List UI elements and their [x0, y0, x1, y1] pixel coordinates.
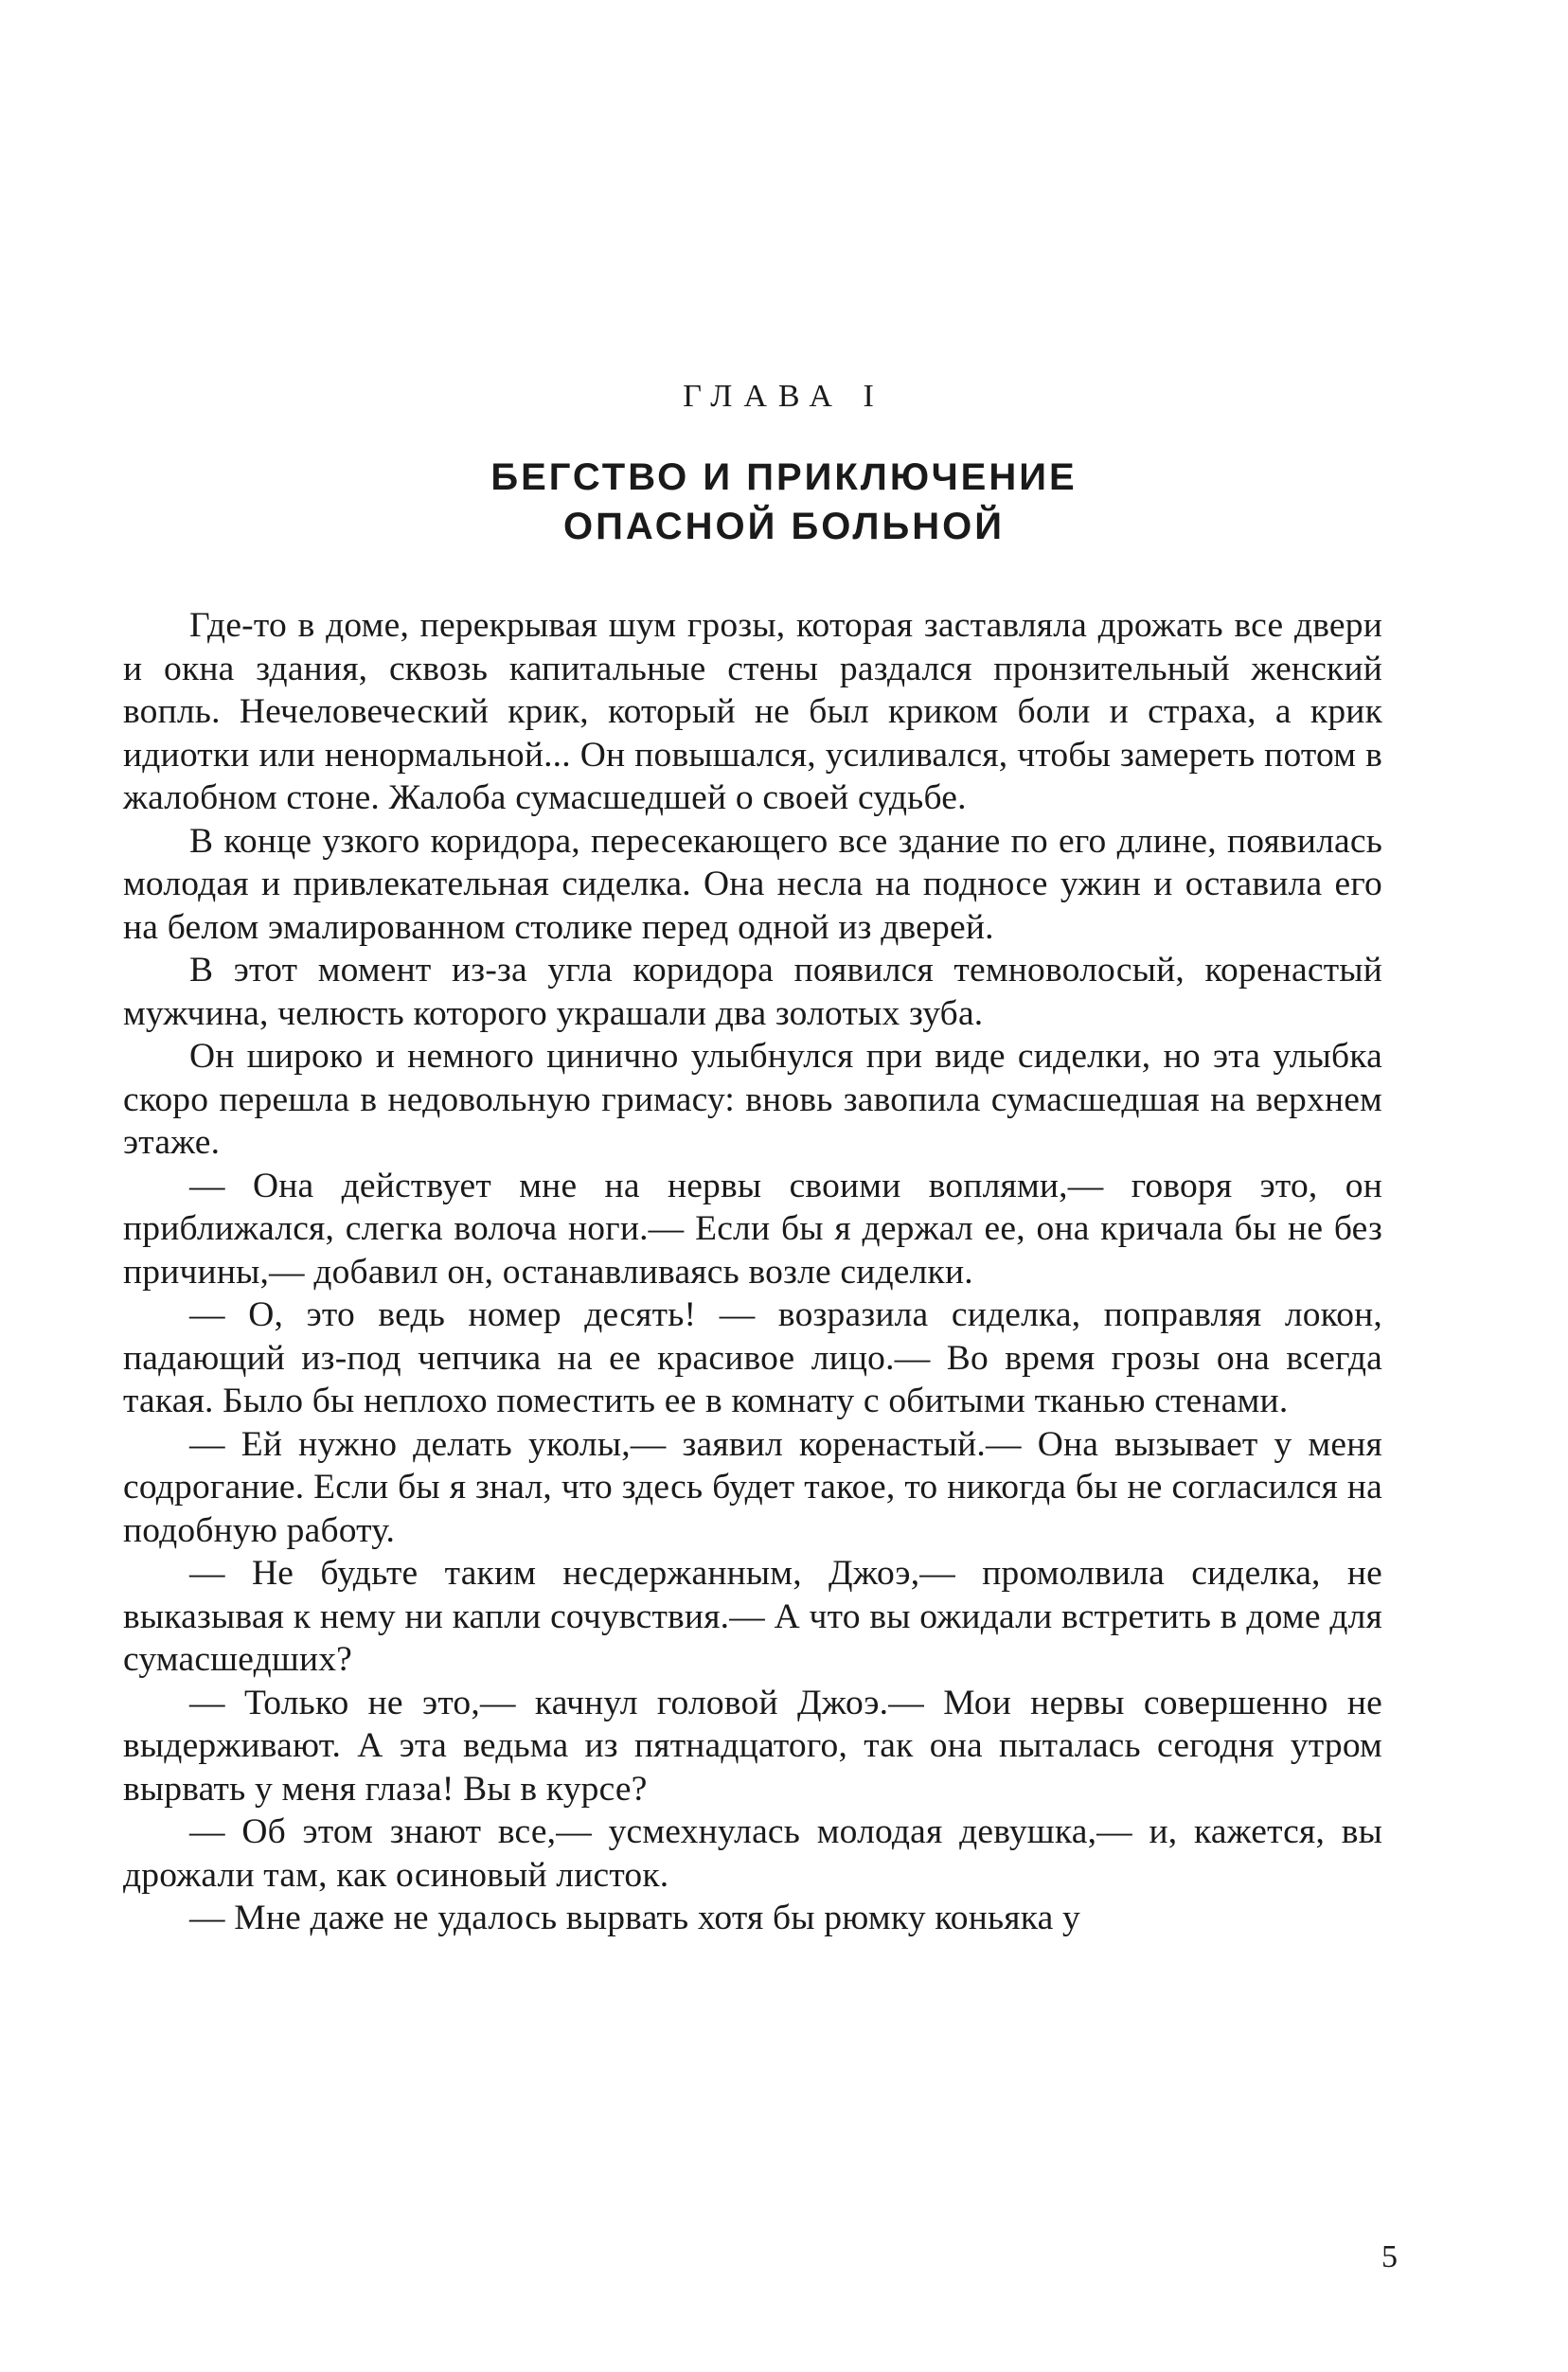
chapter-title-line-2: ОПАСНОЙ БОЛЬНОЙ — [563, 506, 1005, 547]
page-number: 5 — [1381, 2239, 1398, 2274]
chapter-label: ГЛАВА I — [683, 379, 885, 414]
paragraph: — Она действует мне на нервы своими воплями,— говоря это, он приближался, слегка волоча ноги.— Если бы я держал ее, она кричала бы не без причины,— добавил он, останавливаясь возле сиделки. — [123, 1166, 1382, 1292]
paragraph: Он широко и немного цинично улыбнулся при виде сиделки, но эта улыбка скоро перешла в недовольную гримасу: вновь завопила сумасшедшая на верхнем этаже. — [123, 1037, 1382, 1162]
paragraph: — О, это ведь номер десять! — возразила сиделка, поправляя локон, падающий из-под чепчика на ее красивое лицо.— Во время грозы она всегда такая. Было бы неплохо поместить ее в комнату с обитыми тканью стенами. — [123, 1295, 1382, 1420]
body-text — [123, 604, 1382, 1940]
paragraph: — Об этом знают все,— усмехнулась молодая девушка,— и, кажется, вы дрожали там, как осиновый листок. — [123, 1812, 1382, 1895]
paragraph: — Не будьте таким несдержанным, Джоэ,— промолвила сиделка, не выказывая к нему ни капли сочувствия.— А что вы ожидали встретить в доме для сумасшедших? — [123, 1554, 1382, 1679]
paragraph: — Ей нужно делать уколы,— заявил коренастый.— Она вызывает у меня содрогание. Если бы я знал, что здесь будет такое, то никогда бы не согласился на подобную работу. — [123, 1424, 1382, 1550]
paragraph: — Мне даже не удалось вырвать хотя бы рюмку коньяка у — [189, 1899, 1080, 1937]
chapter-title — [0, 453, 1568, 551]
paragraph: В этот момент из-за угла коридора появился темноволосый, коренастый мужчина, челюсть которого украшали два золотых зуба. — [123, 951, 1382, 1033]
paragraph: Где-то в доме, перекрывая шум грозы, которая заставляла дрожать все двери и окна здания, сквозь капитальные стены раздался пронзительный женский вопль. Нечеловеческий крик, который не был криком боли и страха, а крик идиотки или ненормальной... Он повышался, усиливался, чтобы замереть потом в жалобном стоне. Жалоба сумасшедшей о своей судьбе. — [123, 606, 1382, 817]
chapter-title-line-1: БЕГСТВО И ПРИКЛЮЧЕНИЕ — [490, 456, 1078, 498]
paragraph: — Только не это,— качнул головой Джоэ.— Мои нервы совершенно не выдерживают. А эта ведьма из пятнадцатого, так она пыталась сегодня утром вырвать у меня глаза! Вы в курсе? — [123, 1683, 1382, 1809]
paragraph: В конце узкого коридора, пересекающего все здание по его длине, появилась молодая и привлекательная сиделка. Она несла на подносе ужин и оставила его на белом эмалированном столике перед одной из дверей. — [123, 821, 1382, 947]
